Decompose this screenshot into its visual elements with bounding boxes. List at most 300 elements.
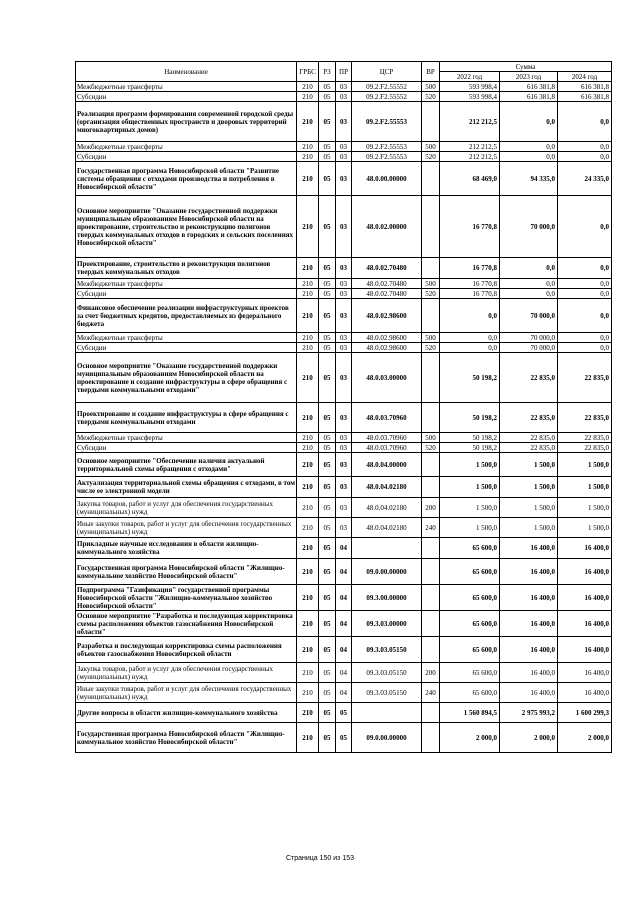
table-row (76, 299, 612, 333)
cell-2023: 1 500,0 (500, 518, 558, 538)
cell-2022: 65 600,0 (440, 538, 500, 559)
cell-rz: 05 (319, 196, 336, 258)
cell-vr (422, 559, 440, 585)
cell-name: Межбюджетные трансферты (76, 433, 297, 443)
cell-csr: 09.2.F2.55552 (352, 82, 422, 92)
cell-vr (422, 723, 440, 753)
cell-2022: 1 500,0 (440, 498, 500, 518)
cell-2022: 593 998,4 (440, 92, 500, 102)
cell-2023: 1 500,0 (500, 498, 558, 518)
cell-vr (422, 196, 440, 258)
cell-2024: 1 600 299,3 (558, 703, 612, 723)
cell-2023: 70 000,0 (500, 343, 558, 353)
cell-pr: 03 (336, 102, 352, 142)
cell-2022: 65 600,0 (440, 585, 500, 611)
cell-pr: 03 (336, 498, 352, 518)
cell-2022: 212 212,5 (440, 142, 500, 152)
cell-grbs: 210 (297, 333, 319, 343)
table-row (76, 142, 612, 152)
cell-csr: 48.0.02.70480 (352, 279, 422, 289)
cell-csr (352, 703, 422, 723)
cell-2022: 2 000,0 (440, 723, 500, 753)
cell-rz: 05 (319, 152, 336, 162)
cell-name: Субсидии (76, 289, 297, 299)
cell-2024: 616 381,8 (558, 92, 612, 102)
cell-csr: 09.3.03.05150 (352, 637, 422, 663)
cell-2023: 16 400,0 (500, 585, 558, 611)
table-body (76, 82, 612, 753)
cell-vr: 520 (422, 443, 440, 453)
table-row (76, 585, 612, 611)
cell-2023: 22 835,0 (500, 433, 558, 443)
cell-vr (422, 637, 440, 663)
cell-rz: 05 (319, 703, 336, 723)
cell-rz: 05 (319, 82, 336, 92)
cell-grbs: 210 (297, 683, 319, 703)
cell-pr: 03 (336, 353, 352, 403)
table-row (76, 611, 612, 637)
cell-pr: 03 (336, 279, 352, 289)
cell-pr: 03 (336, 142, 352, 152)
cell-grbs: 210 (297, 299, 319, 333)
cell-2024: 0,0 (558, 152, 612, 162)
cell-csr: 09.3.03.05150 (352, 683, 422, 703)
cell-csr: 09.2.F2.55553 (352, 152, 422, 162)
cell-name: Актуализация территориальной схемы обращения с отходами, в том числе ее электронной модели (76, 477, 297, 498)
table-row (76, 453, 612, 477)
cell-2022: 593 998,4 (440, 82, 500, 92)
cell-grbs: 210 (297, 559, 319, 585)
cell-pr: 03 (336, 92, 352, 102)
cell-pr: 03 (336, 289, 352, 299)
cell-2024: 22 835,0 (558, 443, 612, 453)
header-name: Наименование (76, 62, 297, 82)
cell-csr: 48.0.04.02180 (352, 498, 422, 518)
cell-rz: 05 (319, 433, 336, 443)
cell-2023: 0,0 (500, 142, 558, 152)
cell-grbs: 210 (297, 258, 319, 279)
cell-csr: 48.0.02.98600 (352, 333, 422, 343)
cell-pr: 05 (336, 723, 352, 753)
cell-2023: 16 400,0 (500, 559, 558, 585)
cell-rz: 05 (319, 683, 336, 703)
cell-name: Иные закупки товаров, работ и услуг для обеспечения государственных (муниципальных) нужд (76, 683, 297, 703)
cell-grbs: 210 (297, 518, 319, 538)
cell-pr: 03 (336, 477, 352, 498)
cell-vr: 520 (422, 289, 440, 299)
cell-rz: 05 (319, 299, 336, 333)
cell-rz: 05 (319, 289, 336, 299)
cell-vr: 520 (422, 343, 440, 353)
cell-2024: 1 500,0 (558, 498, 612, 518)
cell-rz: 05 (319, 279, 336, 289)
cell-csr: 09.2.F2.55553 (352, 142, 422, 152)
cell-2022: 50 198,2 (440, 433, 500, 443)
cell-name: Межбюджетные трансферты (76, 279, 297, 289)
cell-2024: 1 500,0 (558, 453, 612, 477)
cell-csr: 09.3.03.05150 (352, 663, 422, 683)
cell-csr: 48.0.03.70960 (352, 433, 422, 443)
cell-2024: 16 400,0 (558, 637, 612, 663)
cell-2022: 65 600,0 (440, 683, 500, 703)
cell-2024: 16 400,0 (558, 538, 612, 559)
table-row (76, 518, 612, 538)
cell-2024: 16 400,0 (558, 559, 612, 585)
header-pr: ПР (336, 62, 352, 82)
cell-csr: 09.0.00.00000 (352, 723, 422, 753)
cell-name: Закупка товаров, работ и услуг для обеспечения государственных (муниципальных) нужд (76, 498, 297, 518)
cell-2024: 0,0 (558, 299, 612, 333)
header-vr: ВР (422, 62, 440, 82)
cell-2023: 70 000,0 (500, 196, 558, 258)
table-row (76, 289, 612, 299)
cell-rz: 05 (319, 353, 336, 403)
cell-pr: 03 (336, 152, 352, 162)
table-row (76, 279, 612, 289)
cell-vr (422, 299, 440, 333)
cell-pr: 04 (336, 683, 352, 703)
cell-2024: 16 400,0 (558, 585, 612, 611)
cell-csr: 48.0.02.70480 (352, 289, 422, 299)
cell-2023: 70 000,0 (500, 333, 558, 343)
cell-name: Закупка товаров, работ и услуг для обеспечения государственных (муниципальных) нужд (76, 663, 297, 683)
cell-name: Межбюджетные трансферты (76, 82, 297, 92)
cell-name: Субсидии (76, 152, 297, 162)
cell-2022: 1 500,0 (440, 518, 500, 538)
cell-2022: 16 770,8 (440, 279, 500, 289)
cell-grbs: 210 (297, 433, 319, 443)
cell-rz: 05 (319, 162, 336, 196)
cell-pr: 04 (336, 637, 352, 663)
cell-name: Государственная программа Новосибирской области "Развитие системы обращения с отходами производства и потребления в Новосибирской области" (76, 162, 297, 196)
cell-grbs: 210 (297, 477, 319, 498)
cell-rz: 05 (319, 477, 336, 498)
cell-name: Основное мероприятие "Разработка и последующая корректировка схемы расположения объектов газоснабжения Новосибирской области" (76, 611, 297, 637)
cell-csr: 09.0.00.00000 (352, 559, 422, 585)
cell-rz: 05 (319, 585, 336, 611)
header-csr: ЦСР (352, 62, 422, 82)
cell-grbs: 210 (297, 498, 319, 518)
cell-csr: 48.0.03.70960 (352, 443, 422, 453)
table-row (76, 723, 612, 753)
table-row (76, 152, 612, 162)
table-row (76, 403, 612, 433)
cell-2022: 0,0 (440, 343, 500, 353)
cell-pr: 04 (336, 585, 352, 611)
page-number: Страница 150 из 153 (285, 855, 355, 862)
table-header (76, 62, 612, 82)
cell-grbs: 210 (297, 723, 319, 753)
cell-2024: 1 500,0 (558, 518, 612, 538)
cell-csr: 48.0.04.02180 (352, 477, 422, 498)
cell-2023: 16 400,0 (500, 538, 558, 559)
cell-csr: 48.0.02.98600 (352, 343, 422, 353)
cell-csr (352, 538, 422, 559)
cell-2023: 22 835,0 (500, 443, 558, 453)
cell-vr: 200 (422, 663, 440, 683)
cell-pr: 03 (336, 343, 352, 353)
cell-vr (422, 477, 440, 498)
cell-2022: 65 600,0 (440, 611, 500, 637)
cell-rz: 05 (319, 403, 336, 433)
cell-2022: 65 600,0 (440, 559, 500, 585)
cell-name: Государственная программа Новосибирской области "Жилищно-коммунальное хозяйство Новосибирской области" (76, 559, 297, 585)
cell-vr (422, 611, 440, 637)
cell-grbs: 210 (297, 289, 319, 299)
cell-2024: 0,0 (558, 142, 612, 152)
header-year-2024: 2024 год (558, 72, 612, 82)
cell-2022: 16 770,8 (440, 289, 500, 299)
cell-name: Другие вопросы в области жилищно-коммунального хозяйства (76, 703, 297, 723)
cell-vr: 500 (422, 333, 440, 343)
table-row (76, 703, 612, 723)
cell-2022: 50 198,2 (440, 443, 500, 453)
cell-csr: 09.3.03.00000 (352, 611, 422, 637)
cell-2024: 0,0 (558, 343, 612, 353)
cell-2024: 16 400,0 (558, 663, 612, 683)
cell-2022: 0,0 (440, 333, 500, 343)
table-row (76, 102, 612, 142)
cell-rz: 05 (319, 102, 336, 142)
cell-rz: 05 (319, 637, 336, 663)
cell-name: Основное мероприятие "Оказание государственной поддержки муниципальным образованиям Новосибирской области на проектирование, строительство и реконструкцию полигонов твердых коммунальных отходов в городских и сельских поселениях Новосибирской области" (76, 196, 297, 258)
cell-name: Проектирование и создание инфраструктуры в сфере обращения с твердыми коммунальными отходами (76, 403, 297, 433)
cell-csr: 09.2.F2.55553 (352, 102, 422, 142)
cell-2023: 2 975 993,2 (500, 703, 558, 723)
cell-csr: 48.0.03.70960 (352, 403, 422, 433)
header-year-2023: 2023 год (500, 72, 558, 82)
cell-pr: 03 (336, 162, 352, 196)
cell-2023: 0,0 (500, 102, 558, 142)
cell-pr: 04 (336, 538, 352, 559)
table-row (76, 683, 612, 703)
table-row (76, 663, 612, 683)
cell-2023: 616 381,8 (500, 82, 558, 92)
cell-name: Финансовое обеспечение реализации инфраструктурных проектов за счет бюджетных кредитов, предоставляемых из федерального бюджета (76, 299, 297, 333)
cell-2023: 16 400,0 (500, 637, 558, 663)
cell-name: Проектирование, строительство и реконструкция полигонов твердых коммунальных отходов (76, 258, 297, 279)
cell-2023: 0,0 (500, 289, 558, 299)
cell-2024: 0,0 (558, 196, 612, 258)
cell-2022: 1 500,0 (440, 477, 500, 498)
cell-2022: 65 600,0 (440, 663, 500, 683)
cell-rz: 05 (319, 518, 336, 538)
cell-vr (422, 703, 440, 723)
cell-2022: 0,0 (440, 299, 500, 333)
cell-vr: 500 (422, 433, 440, 443)
cell-grbs: 210 (297, 102, 319, 142)
cell-csr: 48.0.02.70480 (352, 258, 422, 279)
cell-2024: 16 400,0 (558, 611, 612, 637)
cell-grbs: 210 (297, 703, 319, 723)
cell-vr: 240 (422, 518, 440, 538)
cell-2024: 616 381,8 (558, 82, 612, 92)
cell-name: Межбюджетные трансферты (76, 333, 297, 343)
cell-name: Государственная программа Новосибирской области "Жилищно-коммунальное хозяйство Новосибирской области" (76, 723, 297, 753)
cell-pr: 03 (336, 258, 352, 279)
cell-2023: 1 500,0 (500, 477, 558, 498)
cell-pr: 03 (336, 518, 352, 538)
cell-rz: 05 (319, 498, 336, 518)
cell-vr: 500 (422, 142, 440, 152)
cell-grbs: 210 (297, 82, 319, 92)
header-grbs: ГРБС (297, 62, 319, 82)
cell-csr: 48.0.00.00000 (352, 162, 422, 196)
cell-2024: 0,0 (558, 258, 612, 279)
cell-rz: 05 (319, 258, 336, 279)
cell-pr: 03 (336, 403, 352, 433)
cell-2023: 16 400,0 (500, 611, 558, 637)
table-row (76, 343, 612, 353)
cell-vr: 500 (422, 82, 440, 92)
table-row (76, 82, 612, 92)
cell-name: Межбюджетные трансферты (76, 142, 297, 152)
table-row (76, 196, 612, 258)
cell-2023: 94 335,0 (500, 162, 558, 196)
cell-pr: 03 (336, 196, 352, 258)
cell-pr: 04 (336, 559, 352, 585)
cell-2023: 22 835,0 (500, 353, 558, 403)
cell-rz: 05 (319, 92, 336, 102)
cell-grbs: 210 (297, 343, 319, 353)
cell-pr: 03 (336, 333, 352, 343)
cell-rz: 05 (319, 142, 336, 152)
cell-2023: 70 000,0 (500, 299, 558, 333)
header-sum: Сумма (440, 62, 612, 72)
table-row (76, 637, 612, 663)
cell-2022: 65 600,0 (440, 637, 500, 663)
cell-2023: 16 400,0 (500, 683, 558, 703)
table-row (76, 92, 612, 102)
cell-pr: 05 (336, 703, 352, 723)
cell-rz: 05 (319, 723, 336, 753)
cell-pr: 03 (336, 433, 352, 443)
cell-rz: 05 (319, 611, 336, 637)
cell-csr: 48.0.04.00000 (352, 453, 422, 477)
cell-grbs: 210 (297, 92, 319, 102)
table-row (76, 433, 612, 443)
table-row (76, 559, 612, 585)
table-row (76, 258, 612, 279)
cell-2022: 16 770,8 (440, 196, 500, 258)
cell-vr (422, 403, 440, 433)
table-row (76, 162, 612, 196)
cell-2022: 212 212,5 (440, 102, 500, 142)
cell-pr: 03 (336, 82, 352, 92)
cell-2024: 1 500,0 (558, 477, 612, 498)
cell-grbs: 210 (297, 142, 319, 152)
cell-2022: 50 198,2 (440, 403, 500, 433)
cell-grbs: 210 (297, 443, 319, 453)
cell-name: Иные закупки товаров, работ и услуг для обеспечения государственных (муниципальных) нужд (76, 518, 297, 538)
cell-vr: 200 (422, 498, 440, 518)
cell-csr: 09.3.00.00000 (352, 585, 422, 611)
cell-vr (422, 162, 440, 196)
cell-name: Подпрограмма "Газификация" государственной программы Новосибирской области "Жилищно-коммунальное хозяйство Новосибирской области" (76, 585, 297, 611)
cell-2024: 2 000,0 (558, 723, 612, 753)
table-row (76, 498, 612, 518)
cell-2022: 50 198,2 (440, 353, 500, 403)
cell-csr: 48.0.03.00000 (352, 353, 422, 403)
cell-2023: 16 400,0 (500, 663, 558, 683)
cell-grbs: 210 (297, 279, 319, 289)
cell-grbs: 210 (297, 196, 319, 258)
cell-name: Реализация программ формирования современной городской среды (организация общественных пространств и дворовых территорий многоквартирных домов) (76, 102, 297, 142)
cell-2023: 616 381,8 (500, 92, 558, 102)
cell-vr: 240 (422, 683, 440, 703)
table-row (76, 333, 612, 343)
cell-grbs: 210 (297, 611, 319, 637)
cell-pr: 03 (336, 443, 352, 453)
cell-rz: 05 (319, 343, 336, 353)
cell-rz: 05 (319, 559, 336, 585)
cell-2022: 16 770,8 (440, 258, 500, 279)
cell-2023: 22 835,0 (500, 403, 558, 433)
cell-2024: 0,0 (558, 289, 612, 299)
cell-grbs: 210 (297, 162, 319, 196)
cell-name: Субсидии (76, 343, 297, 353)
cell-2024: 22 835,0 (558, 403, 612, 433)
cell-pr: 04 (336, 663, 352, 683)
cell-vr: 520 (422, 152, 440, 162)
cell-rz: 05 (319, 333, 336, 343)
cell-grbs: 210 (297, 152, 319, 162)
table-row (76, 477, 612, 498)
cell-csr: 48.0.02.98600 (352, 299, 422, 333)
cell-grbs: 210 (297, 585, 319, 611)
cell-grbs: 210 (297, 353, 319, 403)
budget-table-sheet (75, 61, 611, 753)
cell-rz: 05 (319, 538, 336, 559)
cell-pr: 03 (336, 453, 352, 477)
cell-grbs: 210 (297, 403, 319, 433)
cell-csr: 48.0.04.02180 (352, 518, 422, 538)
cell-2023: 2 000,0 (500, 723, 558, 753)
cell-grbs: 210 (297, 637, 319, 663)
cell-2024: 0,0 (558, 333, 612, 343)
cell-vr: 520 (422, 92, 440, 102)
cell-vr (422, 585, 440, 611)
cell-grbs: 210 (297, 663, 319, 683)
cell-csr: 48.0.02.00000 (352, 196, 422, 258)
cell-2024: 24 335,0 (558, 162, 612, 196)
header-rz: РЗ (319, 62, 336, 82)
cell-vr (422, 453, 440, 477)
cell-name: Основное мероприятие "Обеспечение наличия актуальной территориальной схемы обращения с отходами" (76, 453, 297, 477)
budget-table (75, 61, 612, 753)
cell-2022: 1 500,0 (440, 453, 500, 477)
cell-vr (422, 258, 440, 279)
cell-pr: 04 (336, 611, 352, 637)
cell-name: Субсидии (76, 92, 297, 102)
cell-pr: 03 (336, 299, 352, 333)
cell-2023: 0,0 (500, 152, 558, 162)
table-row (76, 538, 612, 559)
cell-vr: 500 (422, 279, 440, 289)
cell-2022: 68 469,0 (440, 162, 500, 196)
cell-vr (422, 538, 440, 559)
cell-2024: 0,0 (558, 102, 612, 142)
cell-2024: 0,0 (558, 279, 612, 289)
cell-name: Прикладные научные исследования в области жилищно-коммунального хозяйства (76, 538, 297, 559)
cell-rz: 05 (319, 443, 336, 453)
cell-csr: 09.2.F2.55552 (352, 92, 422, 102)
cell-name: Разработка и последующая корректировка схемы расположения объектов газоснабжения Новосибирской области (76, 637, 297, 663)
cell-rz: 05 (319, 663, 336, 683)
cell-grbs: 210 (297, 538, 319, 559)
cell-2024: 22 835,0 (558, 433, 612, 443)
cell-rz: 05 (319, 453, 336, 477)
